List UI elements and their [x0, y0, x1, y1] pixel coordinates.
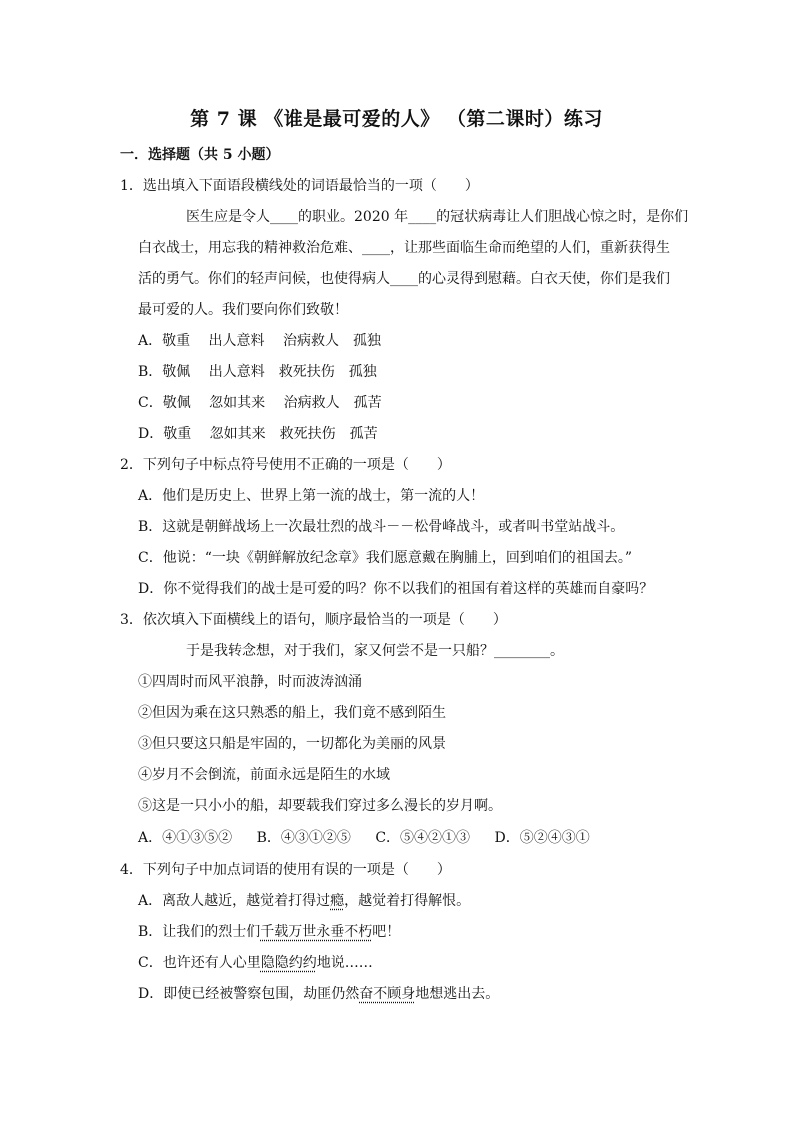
question-4-option-b	[138, 922, 400, 942]
question-2-option-b: B．这就是朝鲜战场上一次最壮烈的战斗－－松骨峰战斗，或者叫书堂站战斗。	[138, 519, 625, 535]
question-2-option-d: D．你不觉得我们的战士是可爱的吗？你不以我们的祖国有着这样的英雄而自豪吗？	[138, 581, 654, 597]
question-1-passage-line: 活的勇气。你们的轻声问候，也使得病人____的心灵得到慰藉。白衣天使，你们是我们	[138, 271, 670, 287]
question-2-option-c: C．他说：“一块《朝鲜解放纪念章》我们愿意戴在胸脯上，回到咱们的祖国去。”	[138, 550, 633, 566]
option-text: 地想逃出去。	[415, 986, 500, 1002]
page-title: 第 7 课 《谁是最可爱的人》 （第二课时）练习	[190, 108, 603, 130]
question-4-option-c	[138, 953, 373, 973]
dotted-word: 隐隐约约	[260, 955, 317, 971]
question-3-item: ④岁月不会倒流，前面永远是陌生的水域	[138, 767, 390, 783]
option-text: 吧！	[372, 924, 401, 940]
question-3-option-d: D．⑤②④③①	[494, 830, 590, 846]
question-1-option-d: D．敬重 忽如其来 救死扶伤 孤苦	[138, 426, 378, 442]
option-text: ，越觉着打得解恨。	[344, 893, 471, 909]
question-1-passage-line: 最可爱的人。我们要向你们致敬！	[138, 302, 348, 318]
question-3-item: ②但因为乘在这只熟悉的船上，我们竟不感到陌生	[138, 705, 446, 721]
section-heading: 一．选择题（共 5 小题）	[120, 147, 280, 163]
question-1-option-a: A．敬重 出人意料 治病救人 孤独	[138, 333, 382, 349]
question-1-stem: 1．选出填入下面语段横线处的词语最恰当的一项（ ）	[120, 178, 479, 194]
question-3-option-b: B．④③①②⑤	[256, 830, 351, 846]
question-1-passage-line: 医生应是令人____的职业。2020 年____的冠状病毒让人们胆战心惊之时，是你们	[186, 209, 689, 225]
question-3-options	[138, 828, 590, 848]
question-3-option-a: A．④①③⑤②	[138, 830, 233, 846]
question-1-passage-line: 白衣战士，用忘我的精神救治危难、____，让那些面临生命而绝望的人们，重新获得生	[138, 240, 670, 256]
question-3-option-c: C．⑤④②①③	[375, 830, 471, 846]
option-text: C．也许还有人心里	[138, 955, 261, 971]
option-text: 地说……	[316, 955, 373, 971]
question-4-stem: 4．下列句子中加点词语的使用有误的一项是（ ）	[120, 862, 451, 878]
dotted-word: 奋不顾身	[359, 986, 416, 1002]
question-3-item: ①四周时而风平浪静，时而波涛汹涌	[138, 674, 362, 690]
option-text: B．让我们的烈士们	[138, 924, 261, 940]
question-2-option-a: A．他们是历史上、世界上第一流的战士，第一流的人！	[138, 488, 485, 504]
question-2-stem: 2．下列句子中标点符号使用不正确的一项是（ ）	[120, 457, 451, 473]
question-1-option-c: C．敬佩 忽如其来 治病救人 孤苦	[138, 395, 382, 411]
question-4-option-d	[138, 984, 499, 1004]
question-3-item: ③但只要这只船是牢固的，一切都化为美丽的风景	[138, 736, 446, 752]
dotted-word: 千载万世永垂不朽	[260, 924, 373, 940]
option-text: D．即使已经被警察包围，劫匪仍然	[138, 986, 360, 1002]
question-3-stem: 3．依次填入下面横线上的语句，顺序最恰当的一项是（ ）	[120, 612, 507, 628]
question-3-passage: 于是我转念想，对于我们，家又何尝不是一只船？________。	[186, 643, 564, 659]
option-text: A．离敌人越近，越觉着打得过	[138, 893, 331, 909]
question-3-item: ⑤这是一只小小的船，却要载我们穿过多么漫长的岁月啊。	[138, 798, 502, 814]
dotted-word: 瘾	[330, 893, 345, 909]
question-1-option-b: B．敬佩 出人意料 救死扶伤 孤独	[138, 364, 377, 380]
question-4-option-a	[138, 891, 470, 911]
